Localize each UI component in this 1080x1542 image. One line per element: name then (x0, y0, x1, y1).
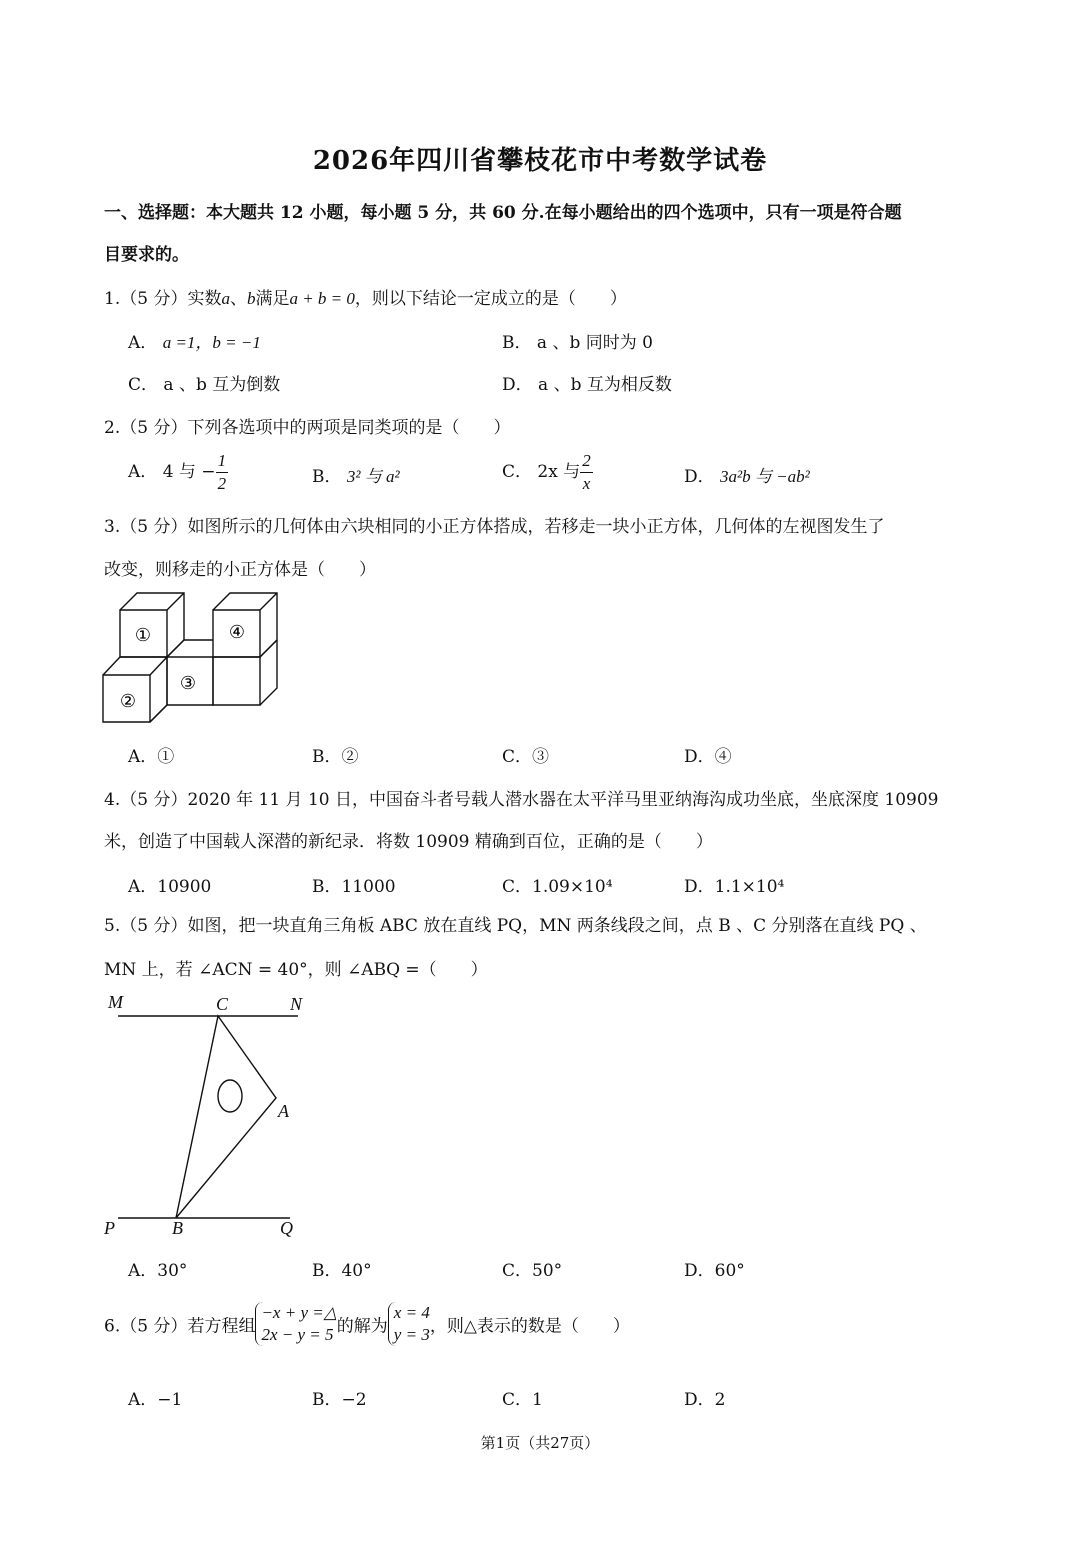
question-2-option-c: C． 2x 与 $\frac{2}{x}$ (502, 451, 591, 493)
question-6-option-c: C．1 (502, 1390, 543, 1410)
label-a: A (278, 1101, 289, 1121)
fraction: $\frac{1}{2}$ (217, 451, 227, 493)
triangle-figure (100, 988, 310, 1240)
cube-1-label: ① (134, 625, 152, 645)
question-5-option-a: A．30° (128, 1261, 188, 1281)
question-3-option-c: C．③ (502, 747, 550, 767)
cube-3-label: ③ (179, 673, 197, 693)
label-n: N (290, 994, 303, 1014)
solution-system: x = 4 y = 3 (388, 1302, 430, 1346)
question-1-stem: 1.（5 分）实数a、b满足a + b = 0，则以下结论一定成立的是（ ） (104, 289, 627, 309)
question-5-option-b: B．40° (312, 1261, 372, 1281)
question-3-option-b: B．② (312, 747, 359, 767)
section-heading-line2: 目要求的。 (104, 245, 189, 265)
cube-2-label: ② (119, 691, 137, 711)
question-3-stem-line2: 改变，则移走的小正方体是（ ） (104, 560, 376, 580)
question-6-stem: 6.（5 分）若方程组 −x + y =△ 2x − y = 5 的解为 x = 4 y = 3 ，则△表示的数是（ ） (104, 1303, 630, 1344)
label-c: C (216, 994, 229, 1014)
question-1-option-d: D． a 、b 互为相反数 (502, 375, 672, 395)
question-2-option-a: A． 4 与 − $\frac{1}{2}$ (128, 451, 227, 493)
question-6-option-d: D．2 (684, 1390, 726, 1410)
triangle-hole (218, 1080, 242, 1112)
label-q: Q (280, 1218, 293, 1238)
question-5-stem-line2: MN 上，若 ∠ACN = 40°，则 ∠ABQ =（ ） (104, 960, 488, 980)
section-heading-line1: 一、选择题：本大题共 12 小题，每小题 5 分，共 60 分.在每小题给出的四个选项中，只有一项是符合题 (104, 203, 902, 223)
question-3-option-d: D．④ (684, 747, 732, 767)
question-4-option-a: A．10900 (128, 877, 212, 897)
page-footer: 第1页（共27页） (480, 1434, 600, 1452)
question-2-option-d: D． 3a²b 与 −ab² (684, 467, 810, 487)
question-3-stem-line1: 3.（5 分）如图所示的几何体由六块相同的小正方体搭成，若移走一块小正方体，几何体的左视图发生了 (104, 517, 885, 537)
question-3-option-a: A．① (128, 747, 175, 767)
question-2-stem: 2.（5 分）下列各选项中的两项是同类项的是（ ） (104, 418, 511, 438)
question-4-stem-line1: 4.（5 分）2020 年 11 月 10 日，中国奋斗者号载人潜水器在太平洋马里亚纳海沟成功坐底，坐底深度 10909 (104, 790, 939, 810)
question-4-stem-line2: 米，创造了中国载人深潜的新纪录．将数 10909 精确到百位，正确的是（ ） (104, 832, 713, 852)
label-b: B (172, 1218, 183, 1238)
cube-4-label: ④ (228, 622, 246, 642)
question-6-option-b: B．−2 (312, 1390, 367, 1410)
triangle-abc (176, 1016, 276, 1218)
question-5-option-d: D．60° (684, 1261, 745, 1281)
fraction: $\frac{2}{x}$ (582, 451, 591, 493)
question-1-option-b: B． a 、b 同时为 0 (502, 333, 653, 353)
question-6-option-a: A．−1 (128, 1390, 183, 1410)
equation-system: −x + y =△ 2x − y = 5 (255, 1302, 336, 1346)
question-2-option-b: B． 3² 与 a² (312, 467, 400, 487)
question-4-option-d: D．1.1×10⁴ (684, 877, 785, 897)
question-1-option-a: A． a =1，b = −1 (128, 333, 261, 353)
label-m: M (108, 992, 123, 1012)
cube-figure (100, 585, 285, 730)
label-p: P (104, 1218, 115, 1238)
page-title: 2026年四川省攀枝花市中考数学试卷 (312, 146, 768, 176)
question-1-option-c: C． a 、b 互为倒数 (128, 375, 281, 395)
question-4-option-b: B．11000 (312, 877, 396, 897)
question-4-option-c: C．1.09×10⁴ (502, 877, 613, 897)
question-5-option-c: C．50° (502, 1261, 563, 1281)
question-5-stem-line1: 5.（5 分）如图，把一块直角三角板 ABC 放在直线 PQ，MN 两条线段之间，点 B 、C 分别落在直线 PQ 、 (104, 916, 927, 936)
